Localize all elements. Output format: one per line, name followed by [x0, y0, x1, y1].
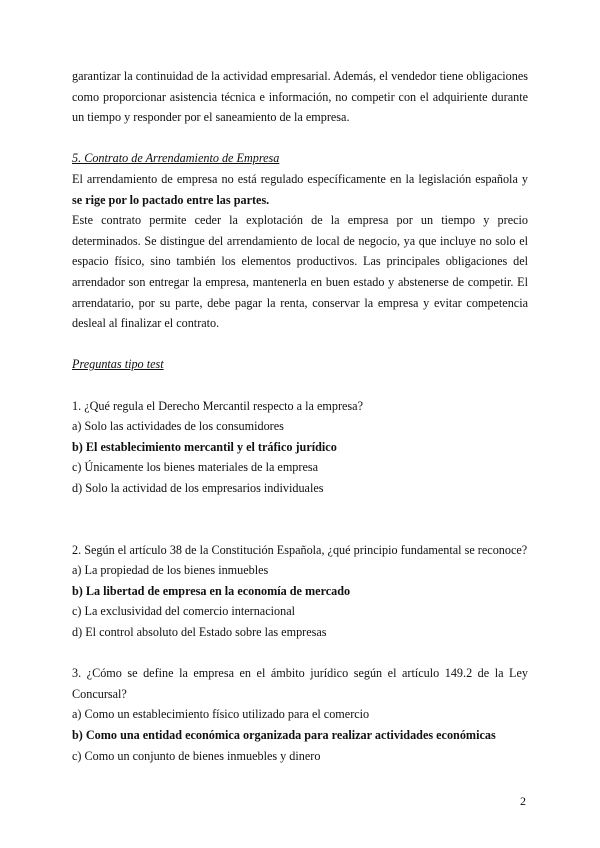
- question-3-option-a: a) Como un establecimiento físico utilizado para el comercio: [72, 707, 370, 722]
- question-1-option-d: d) Solo la actividad de los empresarios individuales: [72, 480, 324, 495]
- section-heading: 5. Contrato de Arrendamiento de Empresa: [72, 151, 280, 166]
- question-2: 2. Según el artículo 38 de la Constitución Española, ¿qué principio fundamental se reconoce?: [72, 542, 528, 557]
- question-2-option-d: d) El control absoluto del Estado sobre las empresas: [72, 625, 327, 640]
- page-number: 2: [520, 794, 526, 808]
- question-2-option-c: c) La exclusividad del comercio internacional: [72, 604, 295, 619]
- question-3: 3. ¿Cómo se define la empresa en el ámbito jurídico según el artículo 149.2 de la Ley Concursal?: [72, 666, 528, 701]
- question-2-option-a: a) La propiedad de los bienes inmuebles: [72, 563, 269, 578]
- question-1-option-b-correct: b) El establecimiento mercantil y el tráfico jurídico: [72, 439, 337, 454]
- question-1-option-c: c) Únicamente los bienes materiales de la empresa: [72, 460, 319, 475]
- question-3-option-c: c) Como un conjunto de bienes inmuebles y dinero: [72, 748, 321, 763]
- document-page: [72, 66, 528, 766]
- question-3-option-b-correct: b) Como una entidad económica organizada para realizar actividades económicas: [72, 728, 496, 742]
- section-first-line-text: El arrendamiento de empresa no está regulado específicamente en la legislación española y: [72, 171, 528, 186]
- quiz-heading: Preguntas tipo test: [72, 357, 164, 372]
- section-first-line-bold: se rige por lo pactado entre las partes.: [72, 192, 270, 207]
- intro-paragraph: garantizar la continuidad de la actividad empresarial. Además, el vendedor tiene obligaciones como proporcionar asistencia técnica e información, no competir con el adquiriente durante un tiempo y responder por el saneamiento de la empresa.: [72, 69, 528, 125]
- question-1: 1. ¿Qué regula el Derecho Mercantil respecto a la empresa?: [72, 398, 363, 413]
- question-2-option-b-correct: b) La libertad de empresa en la economía de mercado: [72, 583, 351, 598]
- section-body-paragraph: Este contrato permite ceder la explotación de la empresa por un tiempo y precio determinados. Se distingue del arrendamiento de local de negocio, ya que incluye no solo el espacio físico, sino también los elementos productivos. Las principales obligaciones del arrendador son entregar la empresa, mantenerla en buen estado y abstenerse de competir. El arrendatario, por su parte, debe pagar la renta, conservar la empresa y evitar competencia desleal al finalizar el contrato.: [72, 213, 528, 331]
- question-1-option-a: a) Solo las actividades de los consumidores: [72, 419, 284, 434]
- section-first-line: [72, 169, 528, 210]
